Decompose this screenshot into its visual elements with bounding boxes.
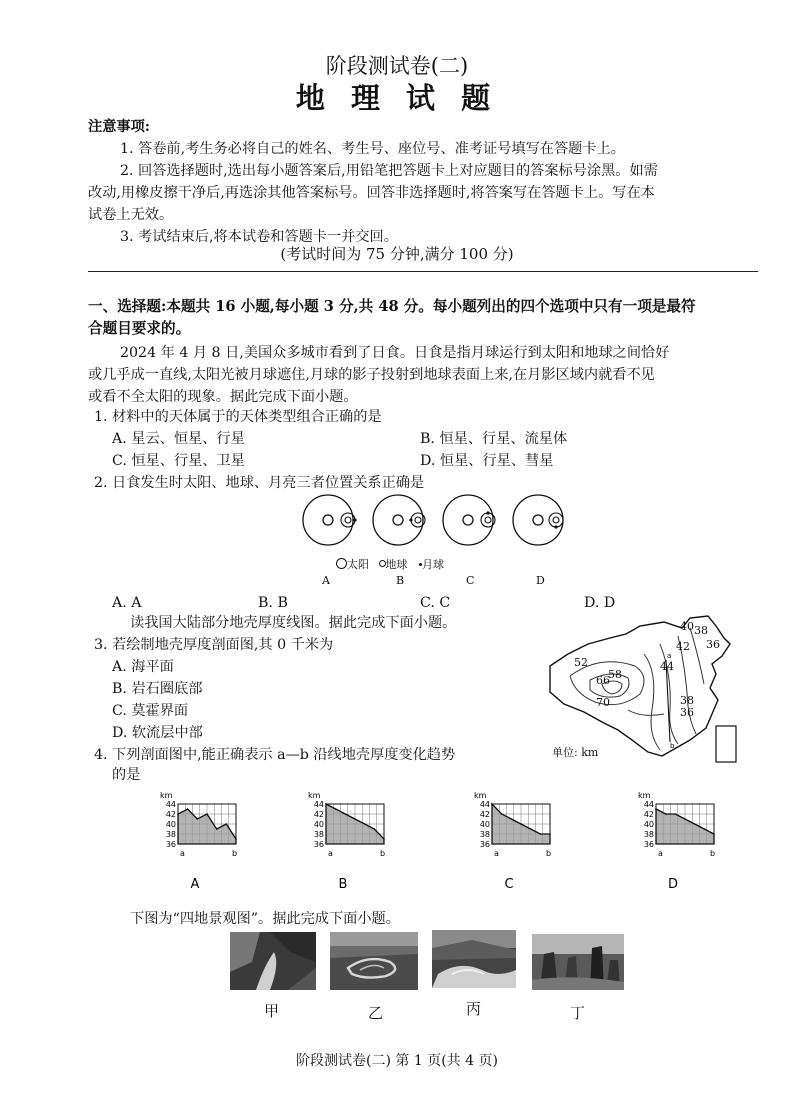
data-point [540,833,542,835]
contour-label: 36 [706,638,720,651]
q2-option-b: B. B [258,595,288,611]
y-tick-label: 36 [165,840,176,849]
contour-label: 38 [680,694,694,707]
scenery-label-ding: 丁 [570,1004,586,1022]
profile-option-label: C [504,877,514,892]
passage: 或看不全太阳的现象。据此完成下面小题。 [88,389,358,405]
section-heading-cont: 合题目要求的。 [88,320,191,337]
data-point [511,818,513,820]
data-point [684,818,686,820]
y-unit-label: km [160,791,173,800]
passage: 2024 年 4 月 8 日,美国众多城市看到了日食。日食是指月球运行到太阳和地球之间恰好 [120,345,670,361]
divider [88,271,758,272]
data-point [694,823,696,825]
x-end-label: b [380,849,386,858]
y-tick-label: 44 [643,800,654,809]
y-tick-label: 40 [479,820,490,829]
x-end-label: b [546,849,552,858]
q1-option-c: C. 恒星、行星、卫星 [112,453,245,469]
scenery-photo-bing [432,930,516,988]
notice-item-3: 3. 考试结束后,将本试卷和答题卡一并交回。 [120,229,398,245]
contour-label: 58 [608,668,622,681]
data-point [197,818,199,820]
y-tick-label: 36 [643,840,654,849]
y-tick-label: 36 [479,840,490,849]
y-tick-label: 40 [643,820,654,829]
svg-text:a: a [667,652,672,660]
q3-option-a: A. 海平面 [112,659,174,675]
earth-icon [485,517,491,523]
earth-icon [415,517,421,523]
data-point [206,813,208,815]
moon-icon [409,518,412,521]
scenery-label-jia: 甲 [264,1002,280,1020]
earth-icon [345,517,351,523]
data-point [675,813,677,815]
earth-icon [553,517,559,523]
q2-option-a: A. A [112,595,142,611]
contour-label: 38 [694,624,708,637]
y-tick-label: 44 [165,800,176,809]
notice-item-1: 1. 答卷前,考生务必将自己的姓名、考生号、座位号、准考证号填写在答题卡上。 [120,141,625,157]
sun-icon [463,515,473,525]
q1-stem: 1. 材料中的天体属于的天体类型组合正确的是 [94,409,382,425]
scenery-intro: 下图为“四地景观图”。据此完成下面小题。 [130,911,400,927]
x-start-label: a [328,849,333,858]
fig-label-a: A [322,574,330,587]
y-tick-label: 36 [313,840,324,849]
y-unit-label: km [638,791,651,800]
sun-icon [323,515,333,525]
data-point [354,818,356,820]
profile-chart-a [152,786,252,896]
y-tick-label: 38 [165,830,176,839]
q1-option-d: D. 恒星、行星、彗星 [420,453,554,469]
y-tick-label: 38 [479,830,490,839]
page-footer: 阶段测试卷(二) 第 1 页(共 4 页) [296,1053,498,1069]
data-point [501,813,503,815]
profile-option-label: D [667,877,679,892]
q3-stem: 3. 若绘制地壳厚度剖面图,其 0 千米为 [94,637,334,653]
map-intro: 读我国大陆部分地壳厚度线图。据此完成下面小题。 [130,615,457,631]
data-point [704,828,706,830]
notice-item-2-cont: 改动,用橡皮擦干净后,再选涂其他答案标号。回答非选择题时,将答案写在答题卡上。写在本 [88,185,655,201]
y-tick-label: 44 [313,800,324,809]
profile-option-label: A [190,877,200,892]
q3-option-d: D. 软流层中部 [112,725,203,741]
q3-option-c: C. 莫霍界面 [112,703,189,719]
orbit-diagram-a [303,495,357,545]
orbit-diagram-b [373,495,425,545]
q3-option-b: B. 岩石圈底部 [112,681,203,697]
data-point [374,828,376,830]
y-tick-label: 38 [643,830,654,839]
data-point [665,813,667,815]
y-tick-label: 44 [479,800,490,809]
time-note: (考试时间为 75 分钟,满分 100 分) [280,245,514,263]
q2-option-c: C. C [420,595,451,611]
x-end-label: b [710,849,716,858]
fig-label-b: B [396,574,405,587]
data-point [335,808,337,810]
y-tick-label: 42 [313,810,324,819]
subject-title: 地 理 试 题 [295,81,499,115]
fig-label-c: C [466,574,475,587]
profile-option-label: B [338,877,348,892]
q2-legend: 太阳 地球 月球 [336,556,444,572]
data-point [226,823,228,825]
moon-icon [353,518,356,521]
data-point [520,823,522,825]
q4-stem-cont: 的是 [112,767,141,783]
scenery-photo-yi [330,932,418,990]
sun-legend-icon [336,558,347,569]
sun-icon [533,515,543,525]
china-outline [550,616,730,756]
contour-label: 70 [596,696,610,709]
q4-stem: 4. 下列剖面图中,能正确表示 a—b 沿线地壳厚度变化趋势 [94,747,456,763]
y-tick-label: 38 [313,830,324,839]
map-unit: 单位: km [552,746,599,759]
section-heading: 一、选择题:本题共 16 小题,每小题 3 分,共 48 分。每小题列出的四个选项中只有一项是最符 [88,298,696,315]
notice-item-2: 2. 回答选择题时,选出每小题答案后,用铅笔把答题卡上对应题目的答案标号涂黑。如需 [120,163,658,179]
sun-icon [393,515,403,525]
earth-legend-icon [379,560,386,567]
moon-icon [554,525,557,528]
scenery-label-bing: 丙 [466,1000,482,1018]
profile-chart-d [630,786,730,896]
profile-chart-b [300,786,400,896]
y-tick-label: 40 [165,820,176,829]
orbit-diagram-c [443,495,495,545]
fig-label-d: D [536,574,545,587]
y-unit-label: km [474,791,487,800]
passage: 或几乎成一直线,太阳光被月球遮住,月球的影子投射到地球表面上来,在月影区域内就看不见 [88,367,655,383]
svg-text:b: b [670,742,675,750]
south-sea-inset [716,726,736,762]
y-tick-label: 42 [643,810,654,819]
x-start-label: a [658,849,663,858]
contour-label: 36 [680,706,694,719]
y-unit-label: km [308,791,321,800]
moon-icon [486,511,489,514]
series-title: 阶段测试卷(二) [325,54,469,78]
contour-label: 42 [676,640,690,653]
y-tick-label: 42 [479,810,490,819]
q1-option-a: A. 星云、恒星、行星 [112,431,245,447]
q2-option-d: D. D [584,595,616,611]
data-point [530,828,532,830]
q1-option-b: B. 恒星、行星、流星体 [420,431,568,447]
contour-label: 44 [660,660,674,673]
scenery-label-yi: 乙 [368,1004,384,1022]
x-start-label: a [180,849,185,858]
contour-label: 40 [680,620,694,633]
x-start-label: a [494,849,499,858]
data-point [364,823,366,825]
data-point [345,813,347,815]
scenery-photo-jia [230,932,316,990]
scenery-photo-ding [532,934,624,990]
y-tick-label: 40 [313,820,324,829]
data-point [187,808,189,810]
notice-item-2-cont: 试卷上无效。 [88,207,174,223]
q2-stem: 2. 日食发生时太阳、地球、月亮三者位置关系正确是 [94,475,425,491]
orbit-diagram-d [513,495,563,545]
contour-label: 52 [574,656,588,669]
y-tick-label: 42 [165,810,176,819]
notice-heading: 注意事项: [88,119,150,135]
profile-chart-c [466,786,566,896]
contour-label: 66 [596,674,610,687]
x-end-label: b [232,849,238,858]
data-point [216,828,218,830]
